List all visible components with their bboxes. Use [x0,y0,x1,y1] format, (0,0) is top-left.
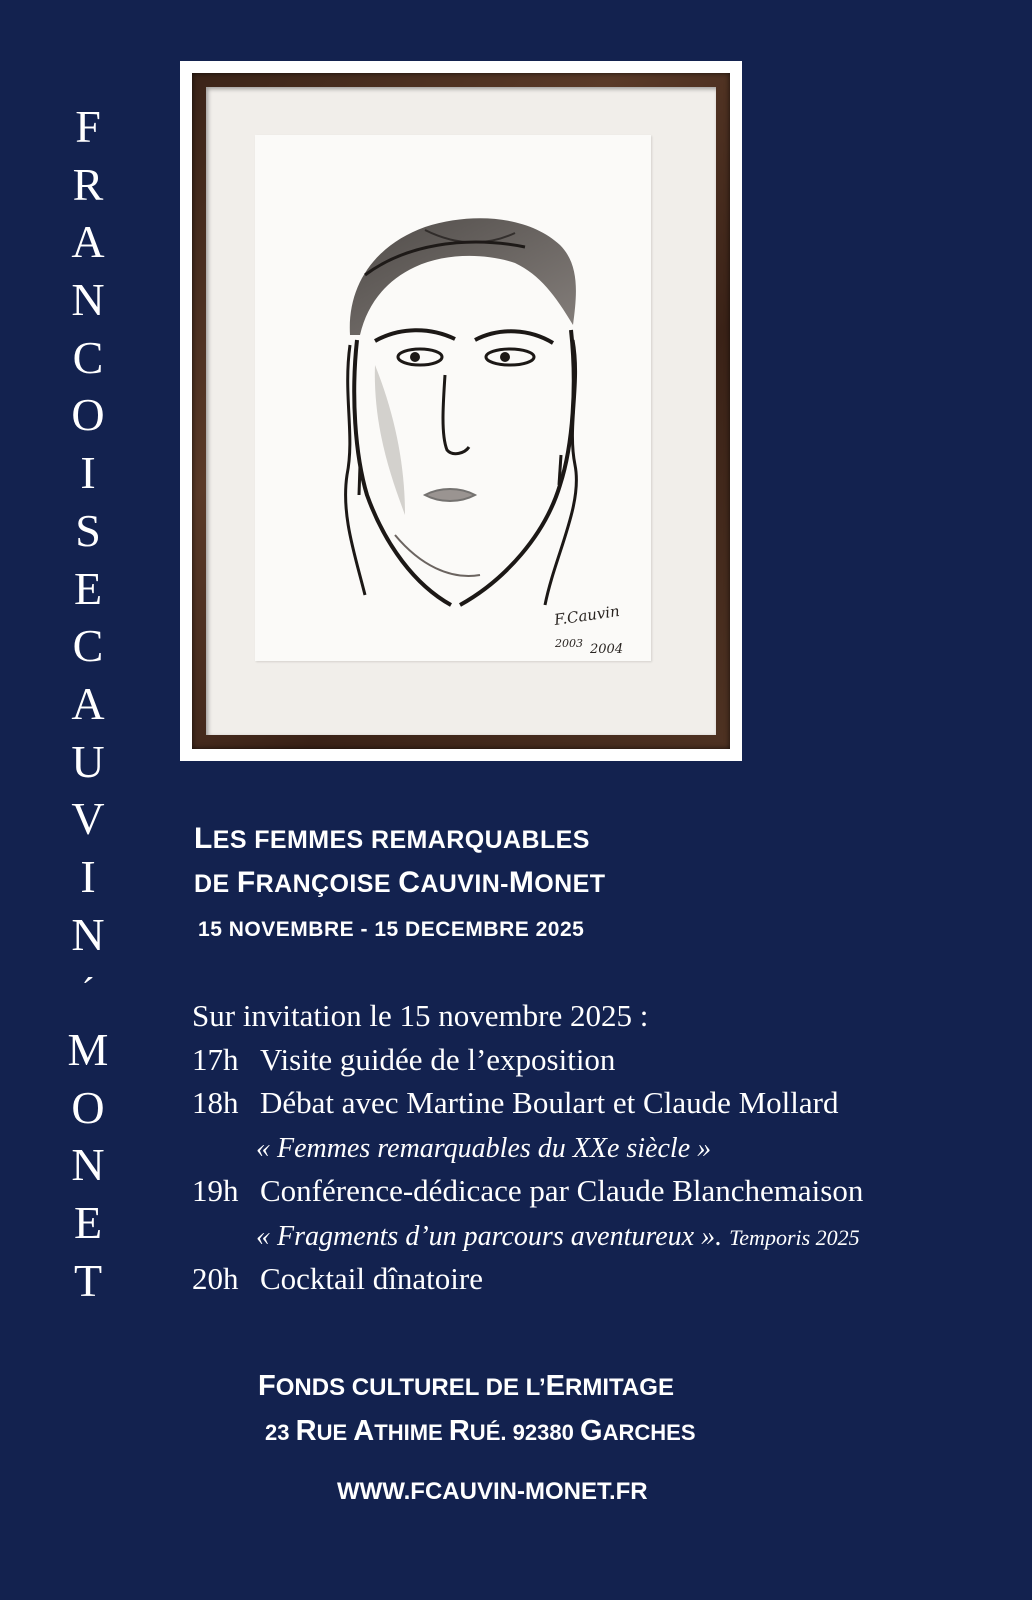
program-item [192,1173,863,1209]
name-letter: C [72,620,104,672]
name-letter: R [72,158,104,210]
name-letter: O [71,389,105,441]
program-intro: Sur invitation le 15 novembre 2025 : [192,998,649,1033]
artwork-frame [180,61,742,761]
program-hour: 20h [192,1261,239,1296]
program-text: Conférence-dédicace par Claude Blanchemaison [260,1173,864,1208]
program-text: Débat avec Martine Boulart et Claude Mollard [260,1085,839,1120]
signature-year: 2004 [590,642,624,657]
passe-partout [206,87,716,735]
name-letter: A [71,216,105,268]
ink-portrait-illustration [255,135,651,661]
signature-text: F.Cauvin [553,601,621,629]
name-letter: N [71,274,105,326]
name-letter: V [71,793,105,845]
website-link[interactable]: WWW.FCAUVIN-MONET.FR [337,1478,648,1505]
wood-frame [192,73,730,749]
program-item [192,1261,483,1297]
venue-address: 23 RUE ATHIME RUÉ. 92380 GARCHES [265,1415,696,1447]
name-letter: S [75,504,101,556]
program-hour: 18h [192,1085,239,1120]
name-letter: A [71,677,105,729]
vertical-artist-name [58,98,118,1309]
name-letter: C [72,331,104,383]
name-letter: F [75,101,101,152]
venue-name: FONDS CULTUREL DE L’ERMITAGE [258,1370,674,1402]
signature-year: 2003 [555,637,583,650]
exhibition-dates: 15 NOVEMBRE - 15 DECEMBRE 2025 [198,918,585,941]
program-quote-text: « Fragments d’un parcours aventureux ». [256,1221,723,1252]
name-letter: N [71,1139,105,1191]
program-text: Visite guidée de l’exposition [260,1042,616,1077]
name-letter: I [80,447,96,499]
name-letter: T [73,1254,103,1306]
name-letter: E [73,1197,103,1249]
name-letter: O [71,1081,105,1133]
name-letter: N [71,908,105,960]
program-hour: 17h [192,1042,239,1077]
program-quote [256,1221,860,1253]
program-item [192,1085,838,1121]
name-letter: E [73,562,103,614]
exhibition-title-line2: DE FRANÇOISE CAUVIN-MONET [194,866,606,899]
name-hyphen: ´ [81,969,95,1015]
name-letter: I [80,850,96,902]
name-letter: U [71,735,105,787]
program-hour: 19h [192,1173,239,1208]
portrait-drawing [255,135,651,661]
name-letter: M [67,1024,109,1075]
program-quote: « Femmes remarquables du XXe siècle » [256,1133,712,1164]
exhibition-title-line1: LES FEMMES REMARQUABLES [194,822,590,855]
program-quote-note: Temporis 2025 [729,1225,860,1250]
program-text: Cocktail dînatoire [260,1261,483,1296]
program-item [192,1042,615,1078]
